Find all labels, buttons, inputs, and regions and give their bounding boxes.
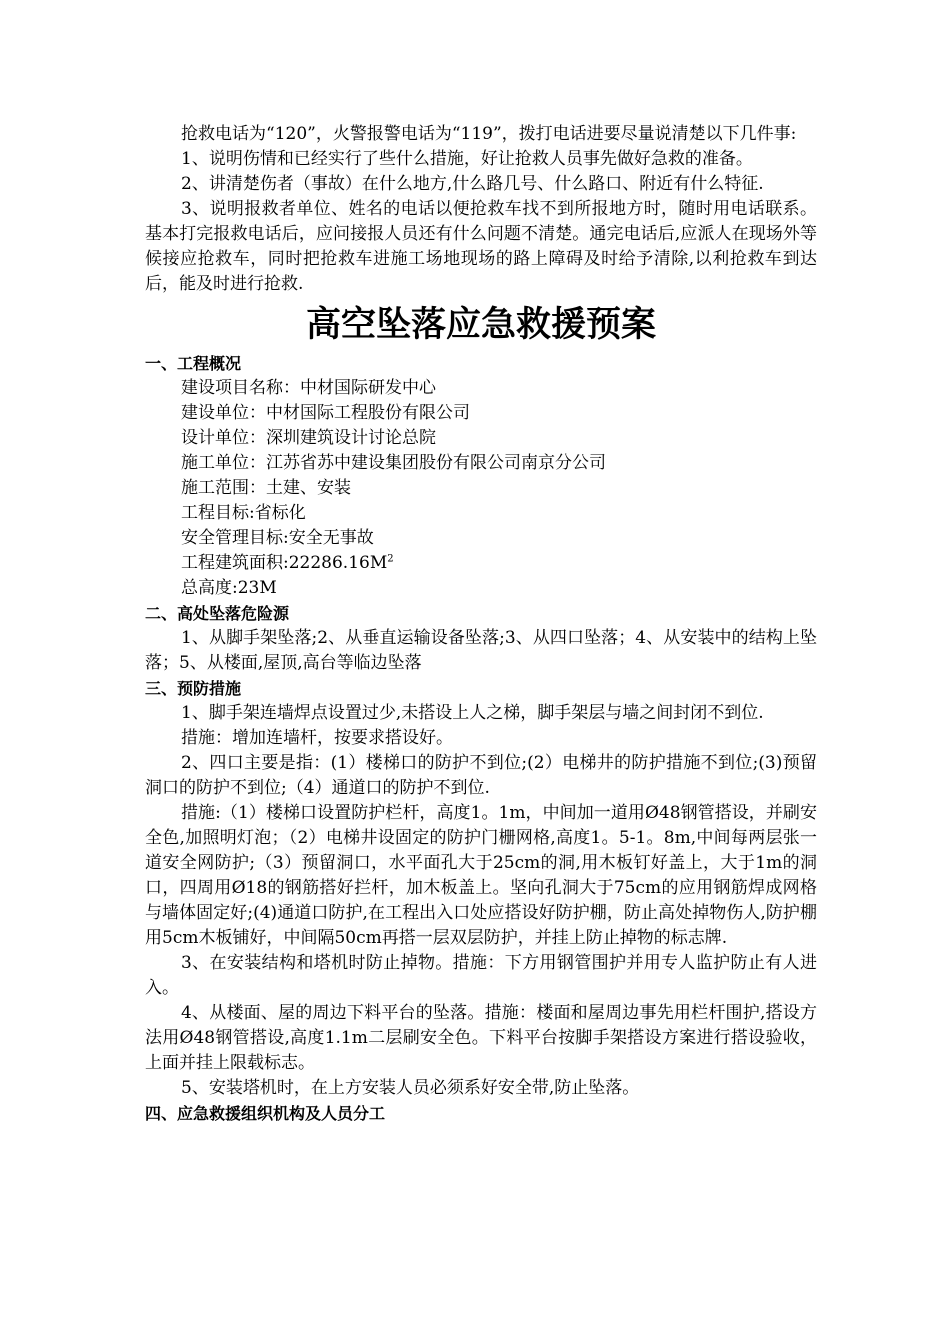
section-1-heading: 一、工程概况 [145,354,242,373]
intro-paragraph-1: 抢救电话为“120”，火警报警电话为“119”，拨打电话进要尽量说清楚以下几件事: [181,124,797,144]
safety-target: 安全管理目标:安全无事故 [181,528,374,548]
document-title: 高空坠落应急救援预案 [305,305,656,345]
prevention-measure-2: 措施:（1）楼梯口设置防护栏杆，高度1。1m，中间加一道用Ø48钢管搭设，并刷安全色,加照明灯泡；（2）电梯井设固定的防护门栅网格,高度1。5-1。8m,中间每两层张一道安全网防护;（3）预留洞口，水平面孔大于25cm的洞,用木板钉好盖上，大于1m的洞口，四周用Ø18的钢筋搭好拦杆，加木板盖上。坚向孔洞大于75cm的应用钢筋焊成网格与墙体固定好;(4)通道口防护,在工程出入口处应搭设好防护棚，防止高处掉物伤人,防护棚用5cm木板铺好，中间隔50cm再搭一层双层防护，并挂上防止掉物的标志牌. [145,803,817,948]
construction-scope: 施工范围：土建、安装 [181,478,351,498]
hazard-sources: 1、从脚手架坠落;2、从垂直运输设备坠落;3、从四口坠落；4、从安装中的结构上坠落；5、从楼面,屋顶,高台等临边坠落 [145,628,817,673]
total-height: 总高度:23M [181,578,277,598]
document-page [145,122,817,1126]
intro-paragraph-3: 2、讲清楚伤者（事故）在什么地方,什么路几号、什么路口、附近有什么特征. [181,174,764,194]
prevention-item-3: 3、在安装结构和塔机时防止掉物。措施：下方用钢管围护并用专人监护防止有人进入。 [145,953,817,998]
building-area-text: 工程建筑面积:22286.16M [181,553,388,573]
building-area [145,551,817,576]
project-target: 工程目标:省标化 [181,503,306,523]
intro-paragraph-2: 1、说明伤情和已经实行了些什么措施，好让抢救人员事先做好急救的准备。 [181,149,753,169]
section-2-heading: 二、高处坠落危险源 [145,604,290,623]
project-name: 建设项目名称：中材国际研发中心 [181,378,436,398]
construction-unit: 施工单位：江苏省苏中建设集团股份有限公司南京分公司 [181,453,606,473]
section-3-heading: 三、预防措施 [145,679,242,698]
prevention-item-2: 2、四口主要是指：(1）楼梯口的防护不到位;(2）电梯井的防护措施不到位;(3)预留洞口的防护不到位;（4）通道口的防护不到位. [145,753,817,798]
prevention-measure-1: 措施：增加连墙杆，按要求搭设好。 [181,728,453,748]
section-4-heading: 四、应急救援组织机构及人员分工 [145,1104,386,1123]
area-superscript: 2 [387,553,394,565]
prevention-item-4: 4、从楼面、屋的周边下料平台的坠落。措施：楼面和屋周边事先用栏杆围护,搭设方法用Ø48钢管搭设,高度1.1m二层刷安全色。下料平台按脚手架搭设方案进行搭设验收，上面并挂上限载标志。 [145,1003,817,1073]
design-unit: 设计单位：深圳建筑设计讨论总院 [181,428,436,448]
prevention-item-1: 1、脚手架连墙焊点设置过少,未搭设上人之梯，脚手架层与墙之间封闭不到位. [181,703,764,723]
owner-unit: 建设单位：中材国际工程股份有限公司 [181,403,470,423]
prevention-item-5: 5、安装塔机时，在上方安装人员必须系好安全带,防止坠落。 [181,1078,640,1098]
intro-paragraph-4: 3、说明报救者单位、姓名的电话以便抢救车找不到所报地方时，随时用电话联系。基本打完报救电话后，应问接报人员还有什么问题不清楚。通完电话后,应派人在现场外等候接应抢救车，同时把抢救车进施工场地现场的路上障碍及时给予清除,以利抢救车到达后，能及时进行抢救. [145,199,817,294]
